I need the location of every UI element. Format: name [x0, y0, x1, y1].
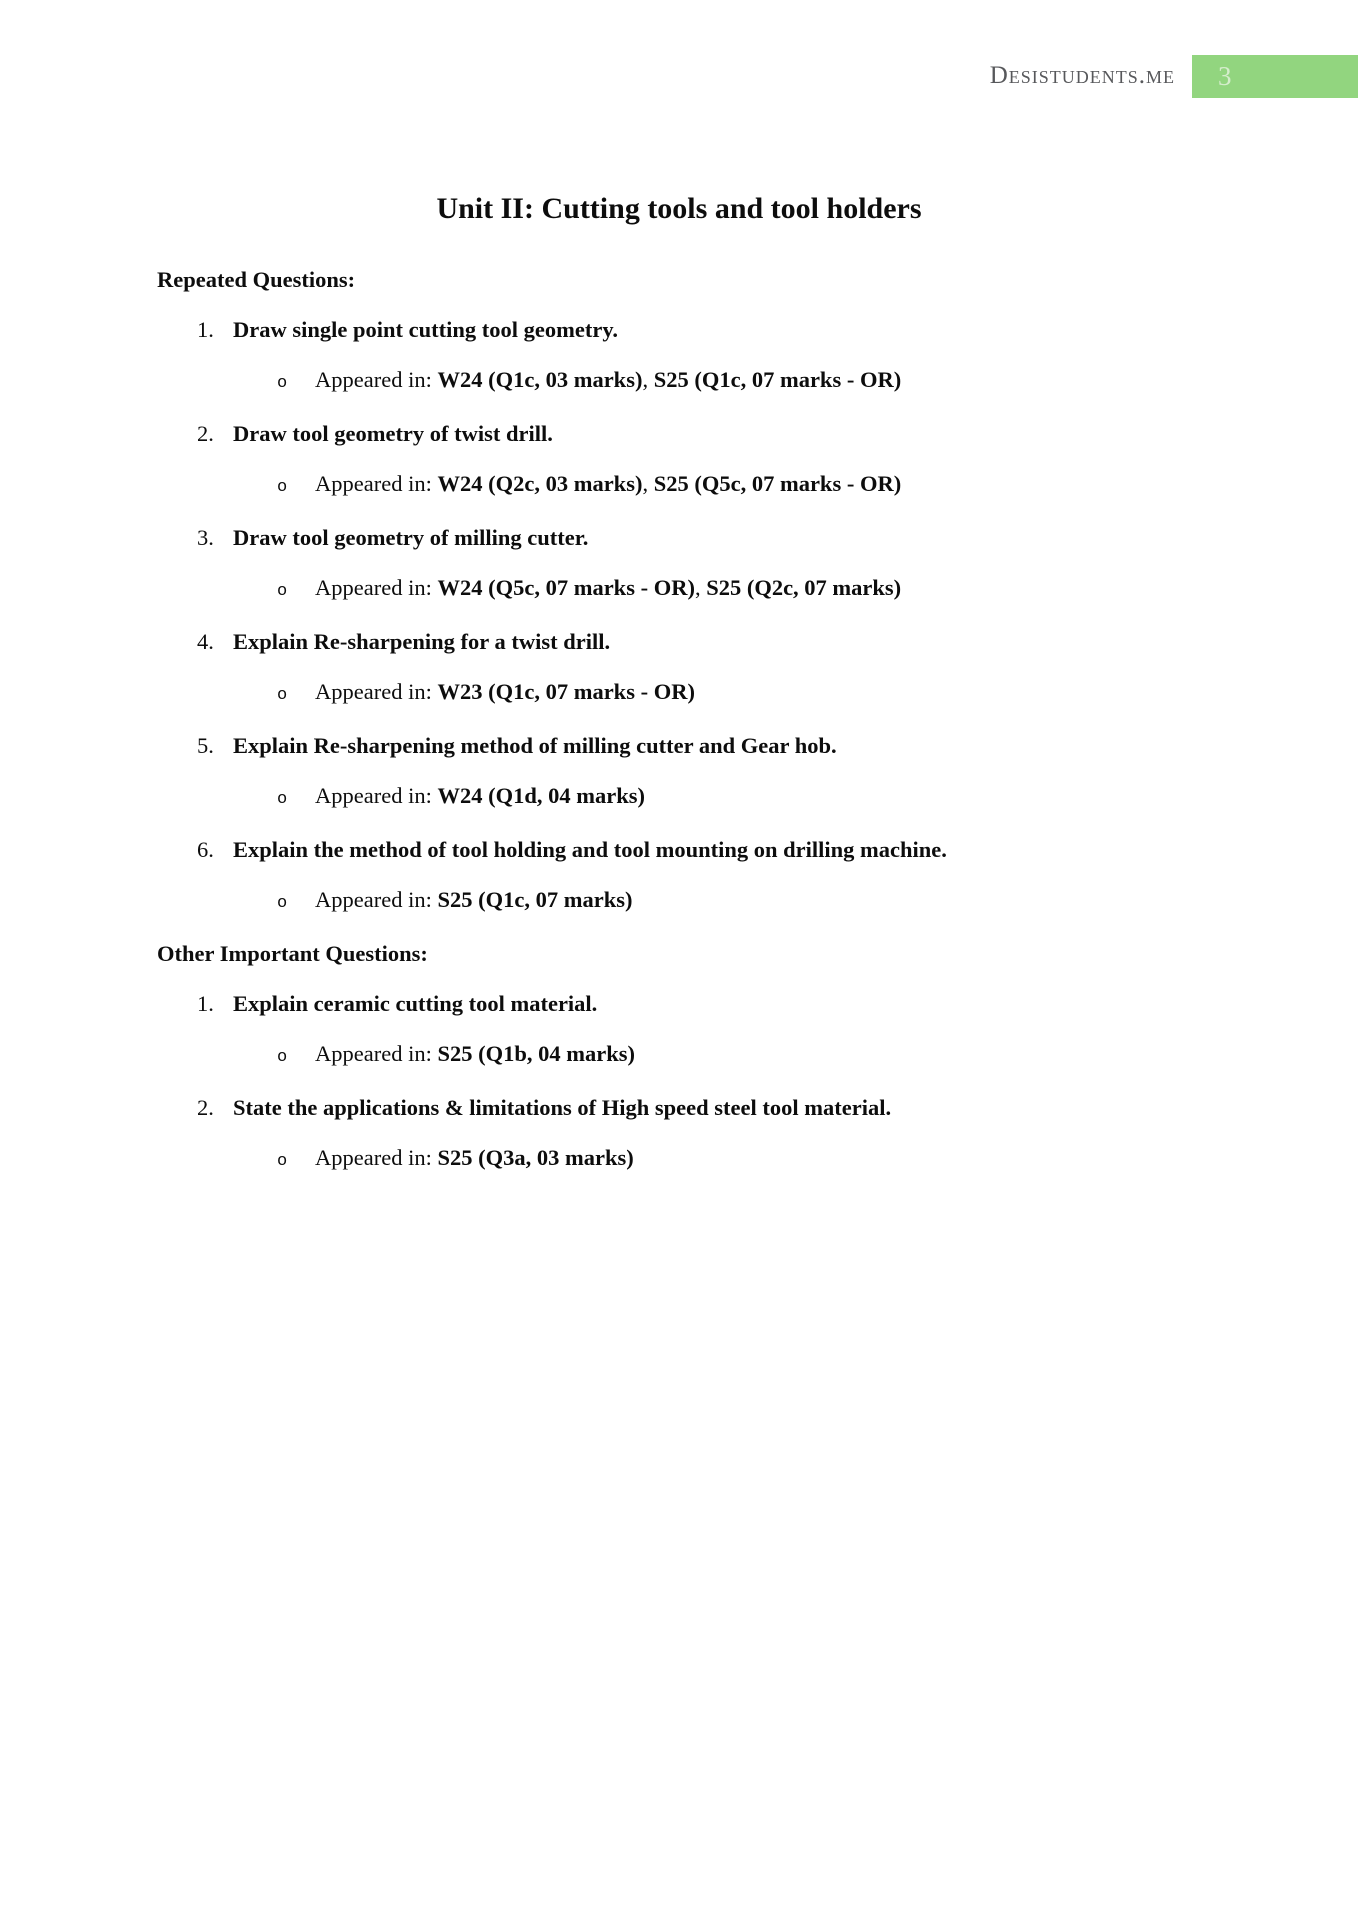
question-text: Explain Re-sharpening method of milling cutter and Gear hob.	[233, 733, 837, 758]
question-text: Explain ceramic cutting tool material.	[233, 991, 598, 1016]
question-item	[0, 979, 1358, 1029]
question-number: 2.	[197, 1095, 214, 1120]
appeared-prefix: Appeared in:	[315, 887, 438, 912]
question-item	[0, 513, 1358, 563]
question-item	[0, 825, 1358, 875]
appeared-text	[315, 575, 901, 600]
circle-bullet: o	[277, 1152, 288, 1171]
question-number: 4.	[197, 629, 214, 654]
question-number: 1.	[197, 991, 214, 1016]
appeared-ref: W24 (Q1d, 04 marks)	[437, 783, 645, 808]
appeared-prefix: Appeared in:	[315, 1145, 438, 1170]
question-text: Explain Re-sharpening for a twist drill.	[233, 629, 611, 654]
question-number: 3.	[197, 525, 214, 550]
question-text: State the applications & limitations of High speed steel tool material.	[233, 1095, 892, 1120]
appeared-ref: S25 (Q1c, 07 marks - OR)	[653, 367, 902, 392]
appeared-prefix: Appeared in:	[315, 1041, 438, 1066]
circle-bullet: o	[277, 478, 288, 497]
appeared-prefix: Appeared in:	[315, 783, 438, 808]
circle-bullet: o	[277, 1048, 288, 1067]
question-number: 1.	[197, 317, 214, 342]
question-item	[0, 617, 1358, 667]
appeared-text	[315, 1041, 635, 1066]
appeared-ref: W23 (Q1c, 07 marks - OR)	[437, 679, 695, 704]
question-number: 6.	[197, 837, 214, 862]
appeared-text	[315, 679, 695, 704]
appeared-prefix: Appeared in:	[315, 679, 438, 704]
appeared-prefix: Appeared in:	[315, 471, 438, 496]
appeared-ref: W24 (Q5c, 07 marks - OR)	[437, 575, 695, 600]
appeared-text	[315, 783, 645, 808]
appeared-text	[315, 471, 901, 496]
question-item	[0, 305, 1358, 355]
page-title: Unit II: Cutting tools and tool holders	[436, 192, 922, 225]
appeared-ref: S25 (Q2c, 07 marks)	[706, 575, 902, 600]
appeared-separator: ,	[694, 575, 707, 600]
question-text: Draw tool geometry of twist drill.	[233, 421, 553, 446]
circle-bullet: o	[277, 894, 288, 913]
appeared-ref: S25 (Q1b, 04 marks)	[437, 1041, 635, 1066]
appeared-line	[0, 771, 1358, 825]
appeared-line	[0, 459, 1358, 513]
question-item	[0, 721, 1358, 771]
appeared-ref: W24 (Q1c, 03 marks)	[437, 367, 643, 392]
circle-bullet: o	[277, 790, 288, 809]
appeared-ref: S25 (Q1c, 07 marks)	[437, 887, 633, 912]
appeared-ref: W24 (Q2c, 03 marks)	[437, 471, 643, 496]
section-heading-other-important-questions: Other Important Questions:	[157, 941, 428, 966]
question-item	[0, 409, 1358, 459]
appeared-line	[0, 667, 1358, 721]
appeared-text	[315, 887, 632, 912]
question-number: 2.	[197, 421, 214, 446]
question-number: 5.	[197, 733, 214, 758]
site-name: Desistudents.me	[989, 62, 1175, 89]
appeared-separator: ,	[642, 471, 654, 496]
question-text: Explain the method of tool holding and tool mounting on drilling machine.	[233, 837, 947, 862]
appeared-prefix: Appeared in:	[315, 575, 438, 600]
circle-bullet: o	[277, 686, 288, 705]
question-text: Draw tool geometry of milling cutter.	[233, 525, 589, 550]
appeared-line	[0, 563, 1358, 617]
circle-bullet: o	[277, 582, 288, 601]
appeared-text	[315, 367, 901, 392]
appeared-text	[315, 1145, 634, 1170]
appeared-line	[0, 1133, 1358, 1187]
question-text: Draw single point cutting tool geometry.	[233, 317, 618, 342]
appeared-line	[0, 355, 1358, 409]
question-item	[0, 1083, 1358, 1133]
section-heading-repeated-questions: Repeated Questions:	[157, 267, 356, 292]
appeared-separator: ,	[642, 367, 654, 392]
appeared-ref: S25 (Q3a, 03 marks)	[437, 1145, 634, 1170]
page-number: 3	[1218, 61, 1232, 91]
circle-bullet: o	[277, 374, 288, 393]
appeared-line	[0, 1029, 1358, 1083]
appeared-ref: S25 (Q5c, 07 marks - OR)	[653, 471, 902, 496]
appeared-line	[0, 875, 1358, 929]
appeared-prefix: Appeared in:	[315, 367, 438, 392]
